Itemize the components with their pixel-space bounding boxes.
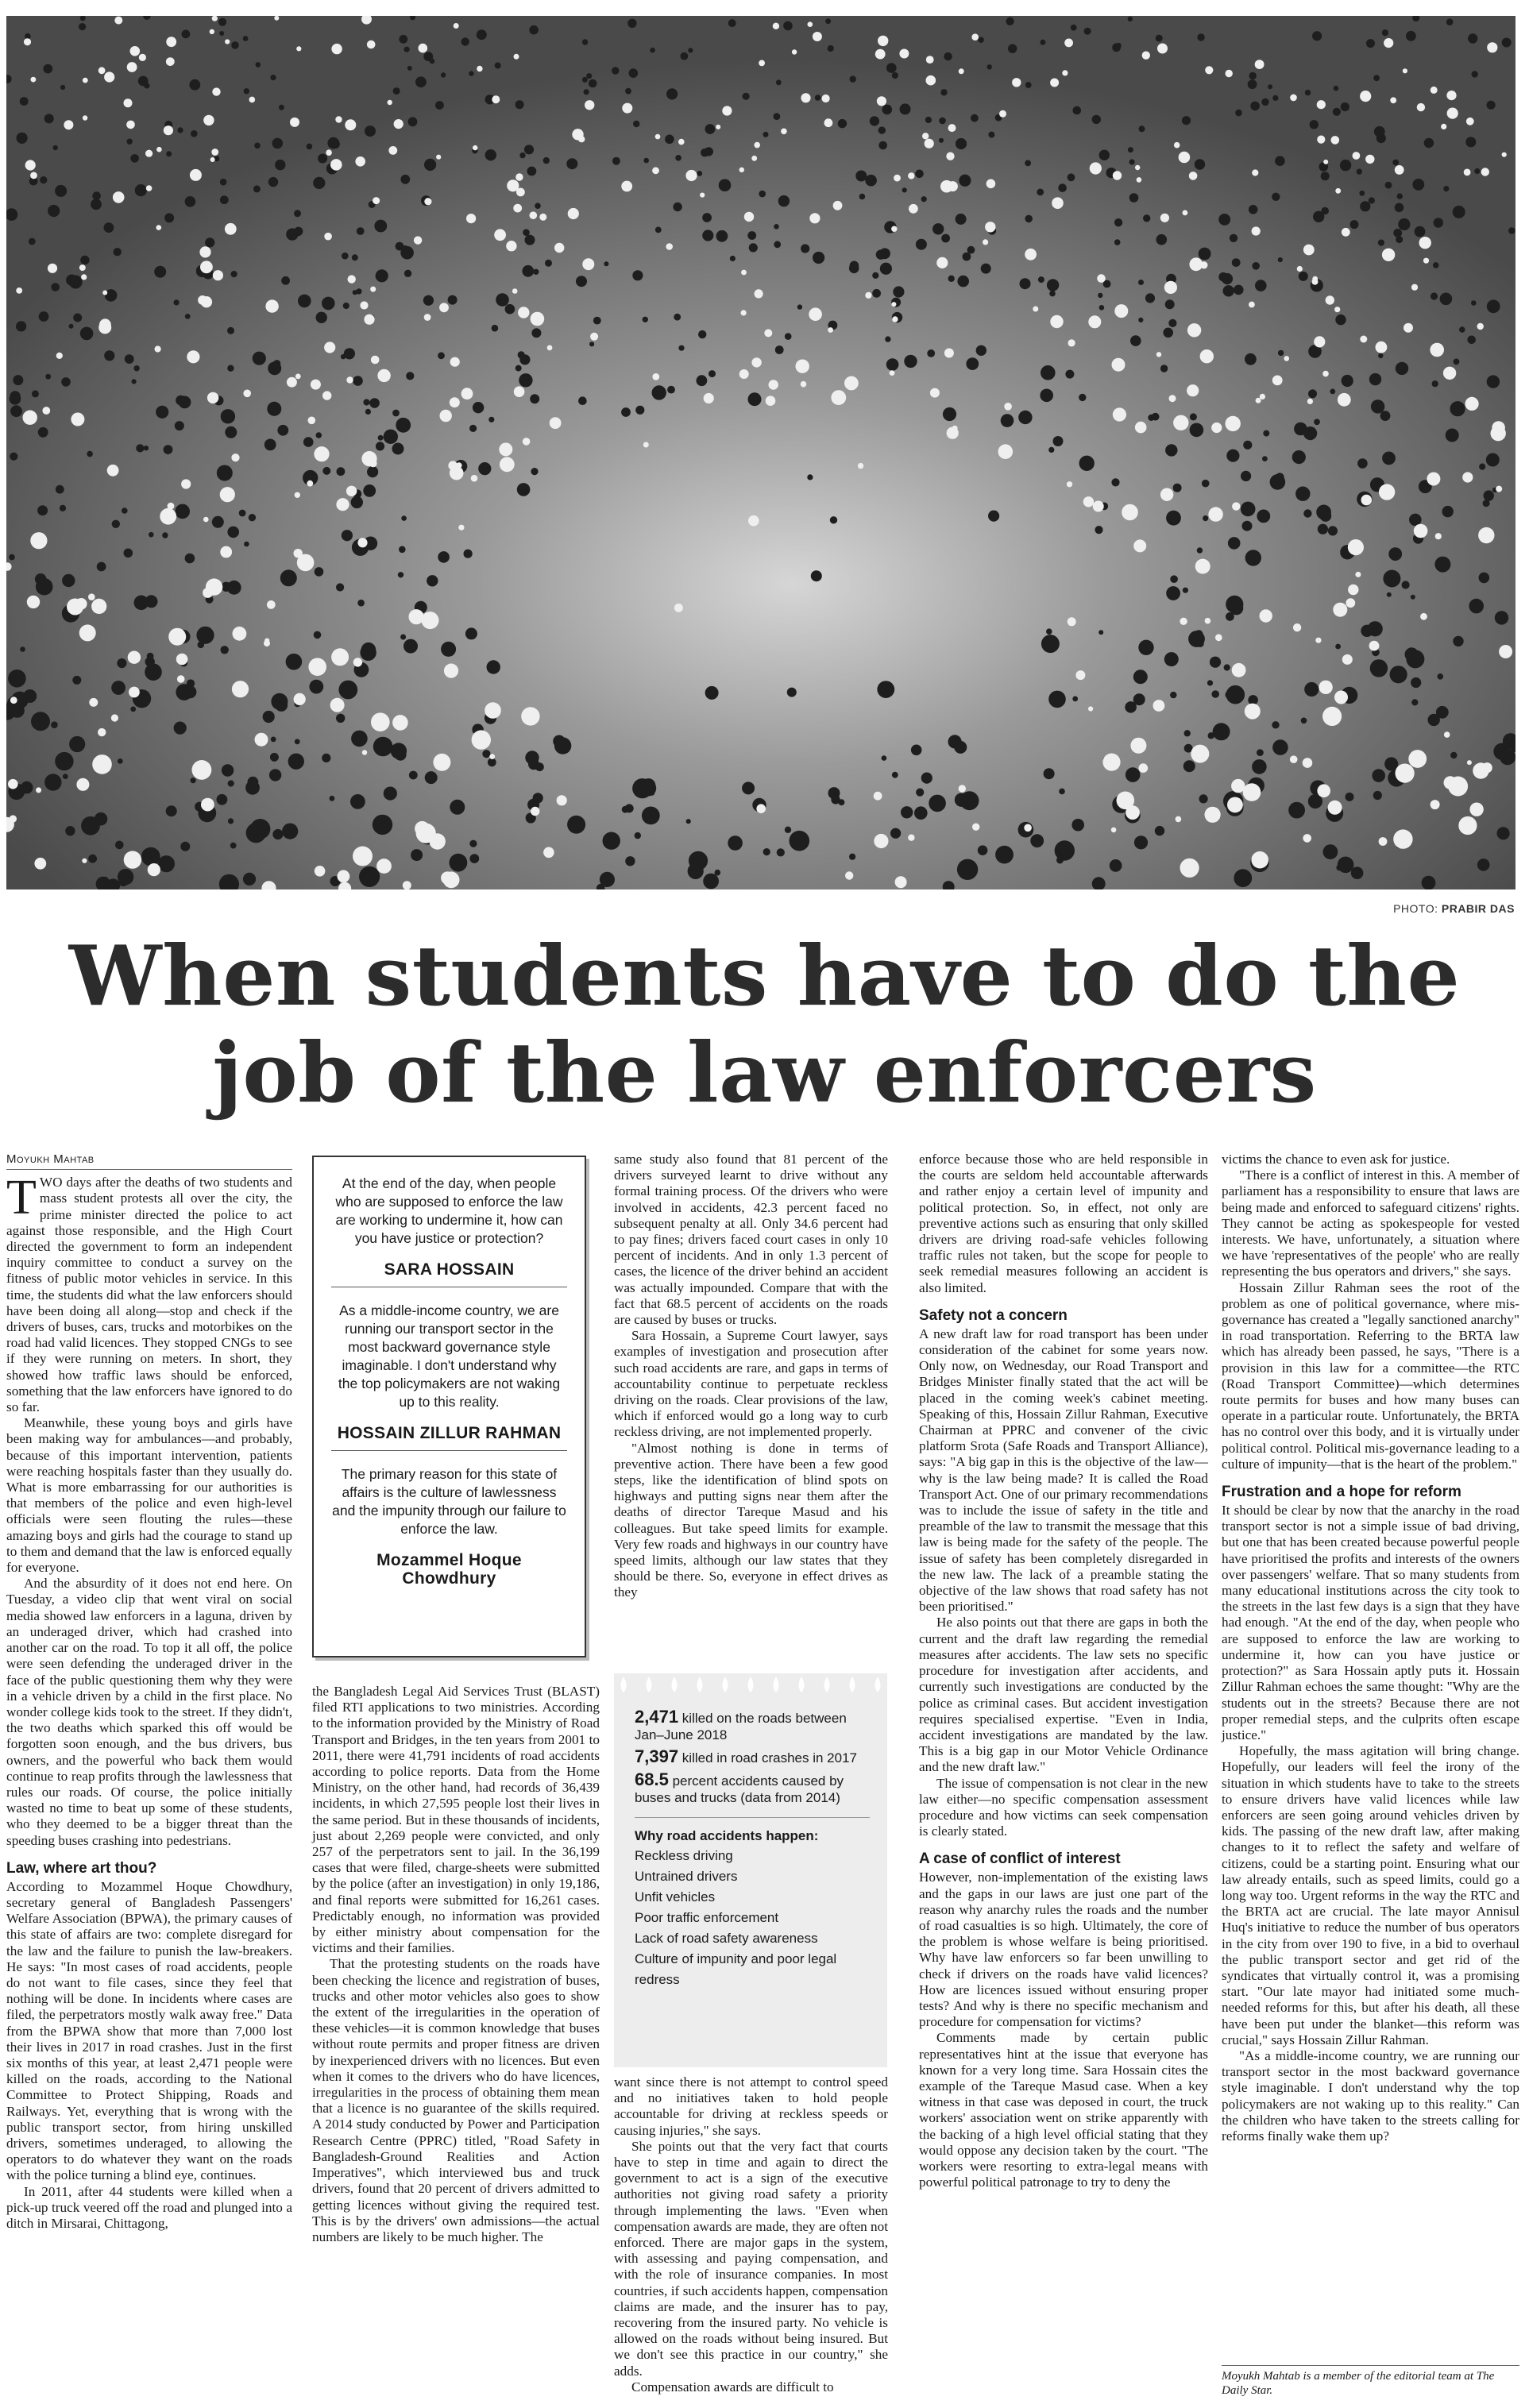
paragraph: According to Mozammel Hoque Chowdhury, secretary general of Bangladesh Passengers' Welfare Association (BPWA), the primary causes of this state of affairs are two: complete disregard for the law and the failure to punish the law-breakers. He says: "In most cases of road accidents, people do not want to file cases, since they feel that nothing will be done. In incidents where cases are filed, the perpetrators mostly walk away free." Data from the BPWA show that more than 7,000 lost their lives in 2017 in road crashes. Just in the first six months of this year, at least 2,471 people were killed on the roads, according to the National Committee to Protect Shipping, Roads and Railways. Yet, everything that is wrong with the public transport sector, from hiring unskilled drivers, sometimes underaged, to allowing the operators to do whatever they want on the roads with the police turning a blind eye, continues. bbox=[6, 1878, 292, 2183]
photo-credit: PHOTO: PRABIR DAS bbox=[1393, 902, 1515, 915]
subheading: Frustration and a hope for reform bbox=[1222, 1484, 1461, 1501]
paragraph: However, non-implementation of the existing laws and the gaps in our laws are just one part of the reason why anarchy rules the roads and the number of road casualties is so high. Ultimately, the core of the problem is whose welfare is being prioritised. Why have law enforcers so far been unwilling to check if drivers on the roads have valid licences? How are licences issued without ensuring proper tests? And why is there no specific mechanism and procedure for compensation for victims? bbox=[919, 1870, 1208, 2030]
article-column-2 bbox=[312, 1684, 600, 2245]
subheading: Law, where art thou? bbox=[6, 1859, 157, 1877]
list-item: Culture of impunity and poor legal redress bbox=[635, 1951, 837, 1987]
stat-item: 7,397 killed in road crashes in 2017 bbox=[635, 1746, 857, 1766]
pull-quote-text: The primary reason for this state of affairs is the culture of lawlessness and the impunity through our failure to enforce the law. bbox=[332, 1466, 566, 1537]
article-column-3-top bbox=[614, 1152, 888, 1601]
paragraph: want since there is not attempt to control speed and no initiatives taken to hold people accountable for driving at reckless speeds or causing injuries," she says. bbox=[614, 2074, 888, 2138]
paragraph: It should be clear by now that the anarchy in the road transport sector is not a simple issue of bad driving, but one that has been created because powerful people have prioritised the profits and interests of the owners over passengers' welfare. That so many students from many educational institutions across the city took to the streets in the last few days is a sign that they have had enough. "At the end of the day, when people who are supposed to enforce the law are working to undermine it, how can you have justice or protection?" as Sara Hossain aptly puts it. Hossain Zillur Rahman echoes the same thought: "Why are the students out in the streets? Because there are not proper remedial steps, and the culprits often escape justice." bbox=[1222, 1503, 1519, 1742]
author-note: Moyukh Mahtab is a member of the editorial team at The Daily Star. bbox=[1222, 2365, 1519, 2398]
paragraph: He also points out that there are gaps in both the current and the draft law regarding the remedial measures after accidents. The law sets no specific procedure for investigation after accidents, and currently such investigations are conducted by the police as criminal cases. But accident investigation requires specialised expertise. "Even in India, accident investigations are mandated by the law. This is a big gap in our Motor Vehicle Ordinance and the new draft law." bbox=[919, 1615, 1208, 1775]
paragraph: Meanwhile, these young boys and girls have been making way for ambulances—and probably, because of this important intervention, patients were reaching hospitals faster than they usually do. What is more embarrassing for our authorities is that members of the police and even high-level officials were seen flouting the rules—these amazing boys and girls had the courage to stand up to them and demand that the law is enforced equally for everyone. bbox=[6, 1415, 292, 1576]
list-item: Lack of road safety awareness bbox=[635, 1931, 818, 1946]
drop-cap: T bbox=[6, 1171, 37, 1225]
subheading: A case of conflict of interest bbox=[919, 1850, 1121, 1868]
hero-photo bbox=[6, 16, 1515, 889]
divider bbox=[635, 1817, 870, 1818]
pull-quote-box bbox=[312, 1156, 586, 1657]
reasons-title: Why road accidents happen: bbox=[635, 1828, 819, 1843]
paragraph: WO days after the deaths of two students and mass student protests all over the city, the prime minister directed the police to act against those responsible, and the High Court directed the government to form an independent inquiry committee to conduct a survey on the fitness of public motor vehicles in service. In this time, the students did what the law enforcers should have been doing all along—stop and check if the drivers of buses, cars, trucks and motorbikes on the road had valid licences. They stopped CNGs to see if they were running on meters. In short, they showed how traffic laws should be enforced, something that the law enforcers have ignored to do so far. bbox=[6, 1175, 292, 1415]
list-item: Unfit vehicles bbox=[635, 1889, 716, 1904]
list-item: Reckless driving bbox=[635, 1848, 733, 1863]
headline-line-2: job of the law enforcers bbox=[212, 1024, 1317, 1121]
pull-quote-text: At the end of the day, when people who are supposed to enforce the law are working to undermine it, how can you have justice or protection? bbox=[335, 1175, 563, 1246]
facts-box bbox=[614, 1673, 887, 2067]
paragraph: She points out that the very fact that courts have to step in time and again to direct the government to act is a sign of the executive authorities not giving road safety a priority through implementing the laws. "Even when compensation awards are made, they are often not enforced. There are major gaps in the system, with assessing and paying compensation, and with the role of insurance companies. In most countries, if such accidents happen, compensation claims are made, and the insurer has to pay, recovering from the insured party. No vehicle is allowed on the roads without being insured. But we don't see this practice in our country," she adds. bbox=[614, 2138, 888, 2379]
blood-drop-icon bbox=[614, 1673, 887, 1700]
reasons-list bbox=[635, 1846, 870, 1990]
crowd-photo-illustration bbox=[6, 16, 1515, 889]
paragraph: Hopefully, the mass agitation will bring change. Hopefully, our leaders will feel the irony of the situation in which students have to take to the streets to ensure drivers have valid licences while law enforcers are seen going around vehicles driven by kids. The passing of the new draft law, after making changes to it to reflect the safety and welfare of citizens, could be a starting point. Ensuring what our law already entails, such as speed limits, could go a long way too. Urgent reforms in the way the RTC and the BRTA act are crucial. The late mayor Annisul Huq's initiative to reduce the number of bus operators in the city from over 190 to five, in a bid to overhaul the public transport sector and get rid of the syndicates that virtually control it, was a promising start. "Our late mayor had initiated some much-needed reforms for this, but after his death, all these have been put under the blanket—this reform was crucial," says Hossain Zillur Rahman. bbox=[1222, 1743, 1519, 2047]
stat-item: 68.5 percent accidents caused by buses and trucks (data from 2014) bbox=[635, 1769, 844, 1805]
paragraph: "Almost nothing is done in terms of preventive action. There have been a few good steps, like the identification of blind spots on highways and putting signs near them after the deaths of director Tareque Masud and his colleagues. But take speed limits for example. Very few roads and highways in our country have speed limits, although our law states that they should be there. So, everyone in effect drives as they bbox=[614, 1440, 888, 1600]
paragraph: "There is a conflict of interest in this. A member of parliament has a responsibility to ensure that laws are being made and enforced to safeguard citizens' rights. They cannot be acting as spokespeople for vested interests. We have, unfortunately, a situation where we have 'representatives of the people' who are really representing the bus operators and drivers," she says. bbox=[1222, 1167, 1519, 1279]
article-column-3-bottom bbox=[614, 2074, 888, 2395]
paragraph: "As a middle-income country, we are running our transport sector in the most backward governance style imaginable. I don't understand why the top policymakers are not waking up to this reality." Can the children who have taken to the streets calling for reforms finally wake them up? bbox=[1222, 2047, 1519, 2144]
article-column-5 bbox=[1222, 1152, 1519, 2144]
paragraph: Sara Hossain, a Supreme Court lawyer, says examples of investigation and prosecution after such road accidents are rare, and gaps in terms of accountability continue to perpetuate reckless driving on the roads. Clear provisions of the law, which if enforced would go a long way to curb reckless driving, are not implemented properly. bbox=[614, 1328, 888, 1440]
list-item: Untrained drivers bbox=[635, 1869, 738, 1884]
stat-item: 2,471 killed on the roads between Jan–June 2018 bbox=[635, 1707, 847, 1742]
paragraph: the Bangladesh Legal Aid Services Trust (BLAST) filed RTI applications to two ministries. According to the information provided by the Ministry of Road Transport and Bridges, in the ten years from 2001 to 2011, there were 41,791 incidents of road accidents according to police reports. Data from the Home Ministry, on the other hand, had records of 36,439 incidents, in which 27,595 people lost their lives in the same period. But in these thousands of incidents, just about 2,269 people were convicted, and only 257 of the perpetrators sent to jail. In the 36,199 cases that were filed, charge-sheets were submitted by the police (after an investigation) in only 19,186, and final reports were submitted for 16,261 cases. Predictably enough, no information was provided by either ministry about compensation for the victims and their families. bbox=[312, 1684, 600, 1956]
subheading: Safety not a concern bbox=[919, 1306, 1068, 1324]
paragraph: And the absurdity of it does not end here. On Tuesday, a video clip that went viral on social media showed law enforcers in a laguna, driven by an underaged driver, which had crashed into another car on the road. To top it all off, the police were seen defending the underaged driver in the face of the public questioning them why they were in a vehicle driven by a child in the first place. No wonder college kids took to the street. If they didn't, the two deaths which sparked this off would be forgotten soon enough, and the bus drivers, bus owners, and the powerful who back them would continue to reap profits through the lawlessness that rules our roads. Of course, the police initially wasted no time to beat up some of these students, who they deemed to be a bigger threat than the speeding buses crashing into pedestrians. bbox=[6, 1576, 292, 1848]
article-column-4 bbox=[919, 1152, 1208, 2190]
paragraph: A new draft law for road transport has been under consideration of the cabinet for some years now. Only now, on Wednesday, our Road Transport and Bridges Minister finally stated that the act will be placed in the coming week's cabinet meeting. Speaking of this, Hossain Zillur Rahman, Executive Chairman at PPRC and convener of the civic platform Srota (Safe Roads and Transport Alliance), says: "A big gap in this is the objective of the law—why is the law being made? It is called the Road Transport Act. One of our primary recommendations was to include the issue of safety in the title and preamble of the law to transmit the message that this law is being made for the safety of the people. The issue of safety has been completely disregarded in the new law. The lack of a preamble stating the objective of the law shows that road safety has not been prioritised." bbox=[919, 1326, 1208, 1615]
paragraph: That the protesting students on the roads have been checking the licence and registration of buses, trucks and other motor vehicles also goes to show the extent of the irregularities in the operation of these vehicles—it is common knowledge that buses without route permits and proper fitness are driven by inexperienced drivers with no licences. But even when it comes to the drivers who do have licences, irregularities in the process of obtaining them mean that a licence is no guarantee of the skills required. A 2014 study conducted by Power and Participation Research Centre (PPRC) titled, "Road Safety in Bangladesh-Ground Realities and Action Imperatives", which interviewed bus and truck drivers, found that 20 percent of drivers admitted to getting licences without giving the required test. This is by the drivers' own admissions—the actual numbers are likely to be much higher. The bbox=[312, 1956, 600, 2244]
paragraph: Compensation awards are difficult to bbox=[631, 2379, 834, 2394]
paragraph: Hossain Zillur Rahman sees the root of the problem as one of political governance, where mis-governance has created a "legally sanctioned anarchy" in road transportation. Referring to the BRTA law which has already been passed, he says, "There is a provision in this law for a committee—the RTC (Road Transport Committee)—which determines route permits for buses and how many buses can operate in a particular route. Unfortunately, the BRTA has no control over this body, and it is virtually under political control. Political mis-governance leading to a culture of impunity—that is the heart of the problem." bbox=[1222, 1279, 1519, 1472]
paragraph: The issue of compensation is not clear in the new law either—no specific compensation assessment procedure and how victims can seek compensation is clearly stated. bbox=[919, 1775, 1208, 1839]
pull-quote-attribution: SARA HOSSAIN bbox=[331, 1260, 567, 1287]
paragraph: same study also found that 81 percent of the drivers surveyed learnt to drive without any formal training process. Of the drivers who were involved in accidents, 42.3 percent faced no subsequent penalty at all. Only 34.6 percent had to pay fines; drivers faced court cases in only 10 percent of incidents. And in only 1.3 percent of cases, the licence of the driver behind an accident was actually impounded. Compare that with the fact that 68.5 percent of accidents on the roads are caused by buses or trucks. bbox=[614, 1152, 888, 1328]
article-column-1 bbox=[6, 1152, 292, 2232]
paragraph: victims the chance to even ask for justice. bbox=[1222, 1152, 1450, 1167]
paragraph: Comments made by certain public representatives hint at the issue that everyone has known for a very long time. Sara Hossain cites the example of the Tareque Masud case. When a key witness in that case was deposed in court, the truck workers' association went on strike apparently with the backing of a high level official stating that they would oppose any decision taken by the court. "The workers were resorting to extra-legal means with powerful political patronage to try to deny the bbox=[919, 2030, 1208, 2190]
pull-quote-attribution: HOSSAIN ZILLUR RAHMAN bbox=[331, 1424, 567, 1451]
list-item: Poor traffic enforcement bbox=[635, 1910, 779, 1925]
headline bbox=[0, 928, 1529, 1121]
byline: Moyukh Mahtab bbox=[6, 1152, 292, 1170]
headline-line-1: When students have to do the bbox=[68, 927, 1461, 1025]
pull-quote-text: As a middle-income country, we are running our transport sector in the most backward governance style imaginable. I don't understand why the top policymakers are not waking up to this reality. bbox=[338, 1302, 561, 1410]
paragraph: enforce because those who are held responsible in the courts are seldom held accountable afterwards and rather enjoy a certain level of impunity and political protection. So, in effect, not only are preventive actions such as ensuring that only skilled drivers are driving road-safe vehicles following traffic rules not taken, but the scope for people to seek remedial measures following an accident is also limited. bbox=[919, 1152, 1208, 1295]
pull-quote-attribution: Mozammel Hoque Chowdhury bbox=[376, 1551, 522, 1588]
paragraph: In 2011, after 44 students were killed when a pick-up truck veered off the road and plunged into a ditch in Mirsarai, Chittagong, bbox=[6, 2183, 292, 2231]
